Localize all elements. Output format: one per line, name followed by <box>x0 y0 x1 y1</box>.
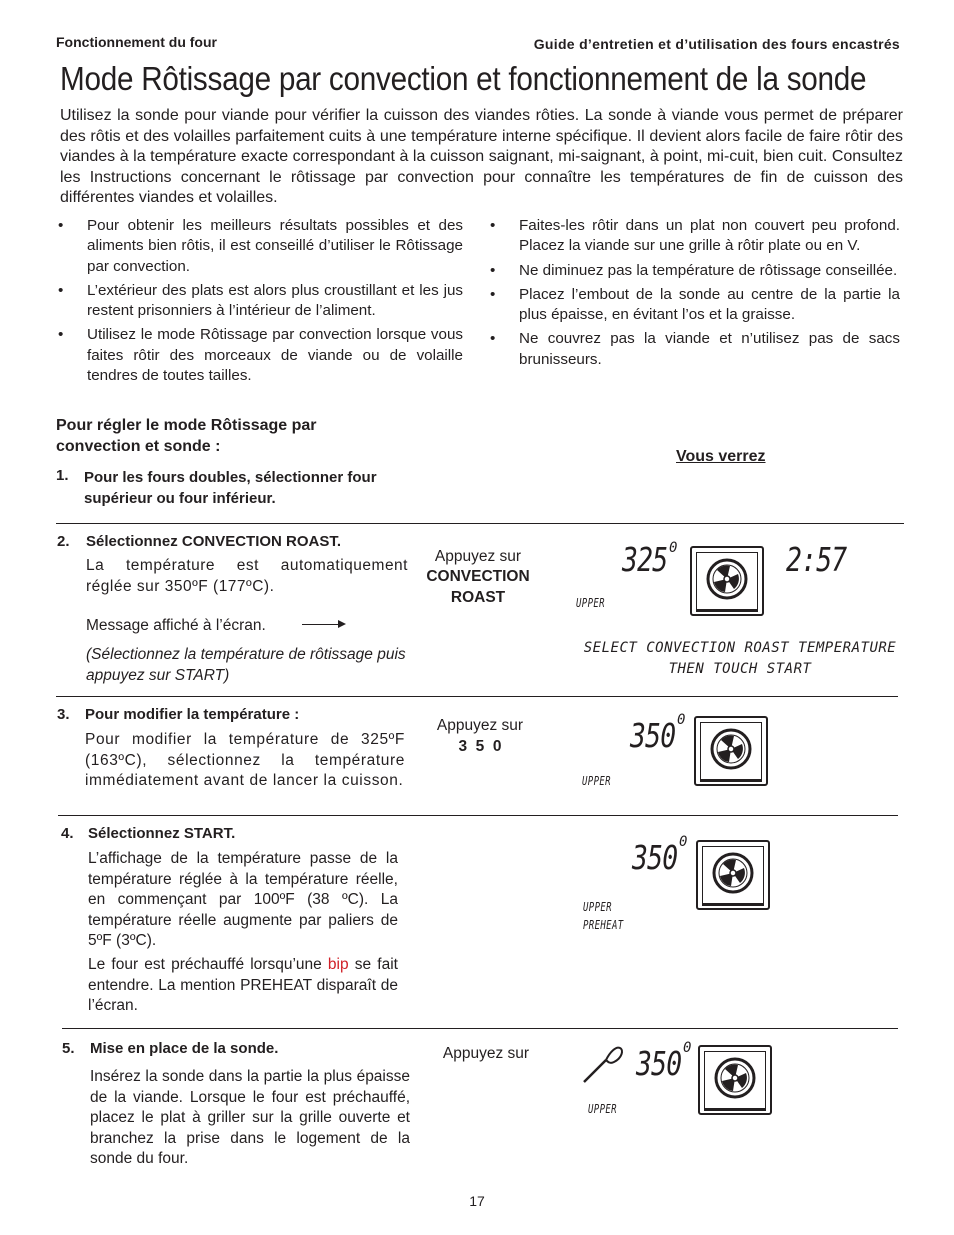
you-will-see-heading: Vous verrez <box>676 448 766 465</box>
step-2-title: Sélectionnez CONVECTION ROAST. <box>86 533 342 550</box>
probe-icon <box>580 1040 626 1086</box>
list-item: • L’extérieur des plats est alors plus croustillant et les jus restent prisonniers à l’intérieur de l’aliment. <box>58 281 463 322</box>
page-number: 17 <box>469 1193 485 1209</box>
degree-icon: 0 <box>669 540 678 556</box>
step-1-title: Pour les fours doubles, sélectionner four supérieur ou four inférieur. <box>84 469 377 507</box>
display-preheat-label: PREHEAT <box>583 918 624 932</box>
oven-fan-icon <box>698 1045 772 1115</box>
step-5-press-label: Appuyez sur <box>442 1045 530 1062</box>
degree-icon: 0 <box>679 834 688 850</box>
step-3-press-label: Appuyez sur <box>436 717 524 734</box>
step-2-number: 2. <box>57 533 70 550</box>
step-5-body: Insérez la sonde dans la partie la plus épaisse de la viande. Lorsque le four est préchauffé, placez le plat à griller sur la grille ouverte et branchez la prise dans le logement de la sonde du four. <box>90 1068 410 1167</box>
step-3-body: Pour modifier la température de 325ºF (163ºC), sélectionnez la température immédiatement avant de lancer la cuisson. <box>85 731 405 789</box>
oven-fan-icon <box>690 546 764 616</box>
degree-icon: 0 <box>677 712 686 728</box>
list-item: • Utilisez le mode Rôtissage par convection lorsque vous faites rôtir des morceaux de viande ou de volaille tendres de toutes tailles. <box>58 325 463 386</box>
display-temperature: 350 <box>630 716 676 755</box>
section-heading: Pour régler le mode Rôtissage par convection et sonde : <box>56 417 317 455</box>
display-temperature: 350 <box>632 838 678 877</box>
step-5-title: Mise en place de la sonde. <box>90 1040 279 1057</box>
oven-fan-icon <box>694 716 768 786</box>
step-3-title: Pour modifier la température : <box>85 706 300 723</box>
step-4-beep-text-b: se fait entendre. La mention PREHEAT disparaît de l’écran. <box>88 956 398 1014</box>
step-2-message-label: Message affiché à l’écran. <box>86 617 266 634</box>
display-message-line-2: THEN TOUCH START <box>668 661 812 677</box>
degree-icon: 0 <box>683 1040 692 1056</box>
step-4-title: Sélectionnez START. <box>88 825 236 842</box>
bullet-list-left <box>58 216 463 390</box>
display-oven-label: UPPER <box>583 900 612 914</box>
display-oven-label: UPPER <box>576 596 605 610</box>
display-temperature: 350 <box>636 1044 682 1083</box>
display-message-line-1: SELECT CONVECTION ROAST TEMPERATURE <box>583 640 897 656</box>
beep-word: bip <box>327 956 349 973</box>
page-title: Mode Rôtissage par convection et fonctionnement de la sonde <box>60 60 867 97</box>
display-oven-label: UPPER <box>582 774 611 788</box>
list-item: • Ne couvrez pas la viande et n’utilisez pas de sacs brunisseurs. <box>490 329 900 370</box>
header-guide-title: Guide d’entretien et d’utilisation des fours encastrés <box>533 36 900 52</box>
display-temperature: 325 <box>622 540 668 579</box>
list-item: • Placez l’embout de la sonde au centre de la partie la plus épaisse, en évitant l’os et la graisse. <box>490 285 900 326</box>
header-section-label: Fonctionnement du four <box>56 34 217 50</box>
list-item: • Faites-les rôtir dans un plat non couvert peu profond. Placez la viande sur une grille à rôtir plate ou en V. <box>490 216 900 257</box>
oven-fan-icon <box>696 840 770 910</box>
step-4-beep-text-a: Le four est préchauffé lorsqu’une <box>88 956 328 973</box>
arrow-line <box>302 624 342 625</box>
step-4-body: L’affichage de la température passe de la température réglée à la température réelle, en commençant par 100ºF (38 ºC). La température réelle augmente par paliers de 5ºF (3ºC). <box>88 850 398 949</box>
convection-key: CONVECTION <box>426 568 530 585</box>
divider <box>56 523 904 524</box>
step-2-note: (Sélectionnez la température de rôtissage puis appuyez sur START) <box>86 646 406 684</box>
step-4-number: 4. <box>61 825 74 842</box>
list-item: • Ne diminuez pas la température de rôtissage conseillée. <box>490 261 900 281</box>
list-item: • Pour obtenir les meilleurs résultats possibles et des aliments bien rôtis, il est conseillé d’utiliser le Rôtissage par convection. <box>58 216 463 277</box>
step-5-number: 5. <box>62 1040 75 1057</box>
step-4-beep-text <box>88 955 398 1017</box>
step-2-body: La température est automatiquement réglée sur 350ºF (177ºC). <box>86 557 408 595</box>
step-3-number: 3. <box>57 706 70 723</box>
step-2-press-label: Appuyez sur <box>434 548 522 565</box>
display-oven-label: UPPER <box>588 1102 617 1116</box>
divider <box>62 1028 898 1029</box>
arrow-right-icon <box>338 620 346 628</box>
roast-key: ROAST <box>450 589 506 606</box>
divider <box>56 696 898 697</box>
divider <box>58 815 898 816</box>
number-keys: 3 5 0 <box>458 738 502 755</box>
intro-paragraph: Utilisez la sonde pour viande pour vérifier la cuisson des viandes rôties. La sonde à viande vous permet de préparer des rôtis et des volailles parfaitement cuits à une température interne spécifique. Il devient alors facile de faire rôtir des viandes à la température exacte correspondant à la cuisson saignant, mi-saignant, à point, mi-cuit, bien cuit. Consultez les Instructions concernant le rôtissage par convection pour connaître les températures de fin de cuisson des différentes viandes et volailles. <box>60 107 903 206</box>
display-time: 2:57 <box>786 540 847 579</box>
step-1-number: 1. <box>56 467 69 484</box>
bullet-list-right <box>490 216 900 374</box>
